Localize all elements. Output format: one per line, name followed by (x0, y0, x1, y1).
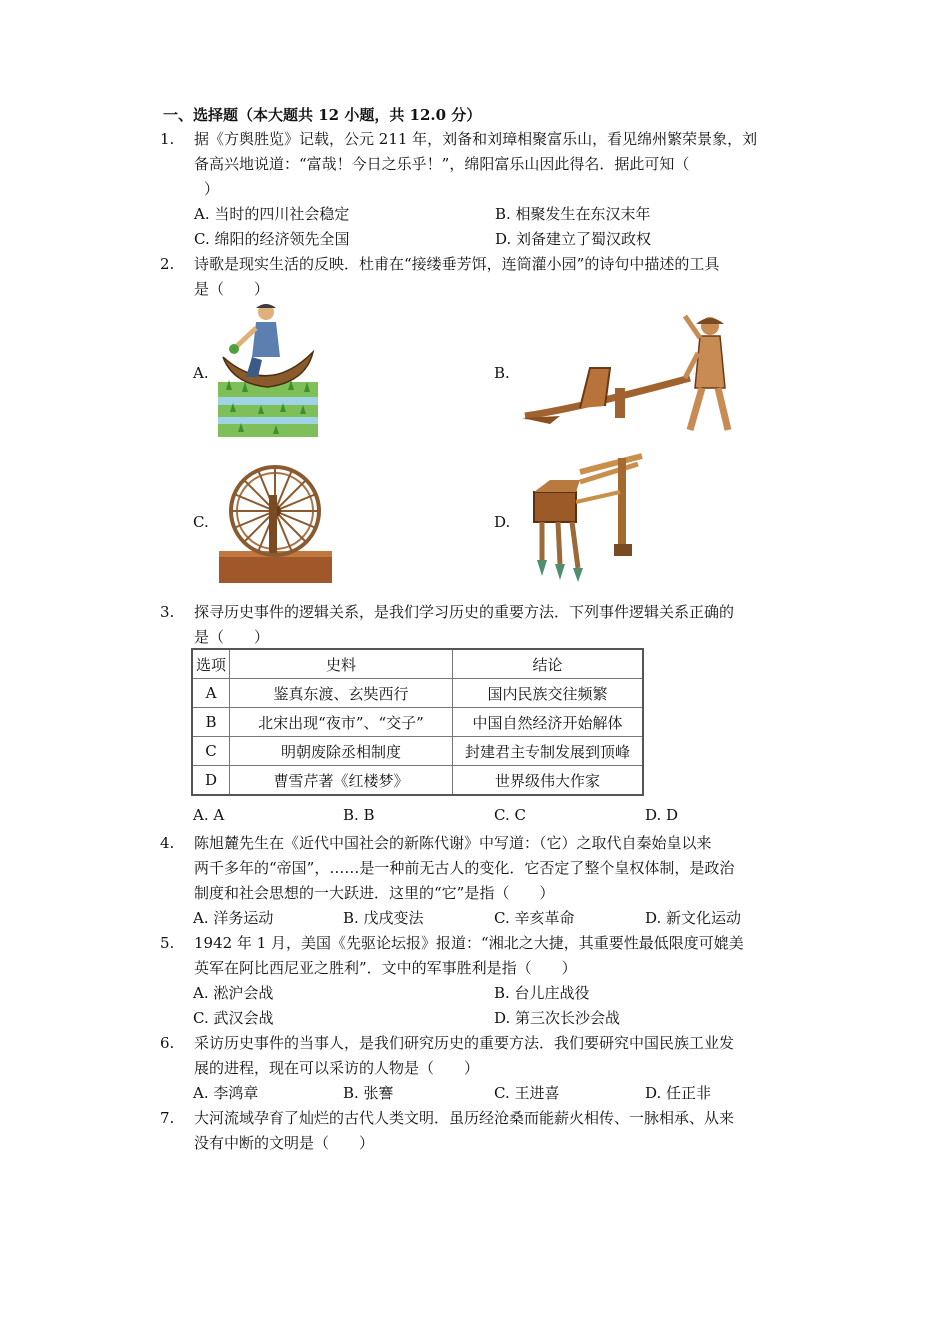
option-a[interactable]: A. 李鸿章 (193, 1084, 259, 1102)
rice-transplanter-image[interactable] (218, 302, 318, 437)
table-header-cell: 结论 (453, 649, 644, 679)
option-a[interactable]: A. 洋务运动 (193, 909, 274, 927)
option-d[interactable]: D. 任正非 (645, 1084, 712, 1102)
question-line: 1942 年 1 月，美国《先驱论坛报》报道：“湘北之大捷，其重要性最低限度可媲美 (194, 934, 744, 952)
question-line: 两千多年的“帝国”，……是一种前无古人的变化．它否定了整个皇权体制，是政治 (194, 859, 735, 877)
table-cell: 国内民族交往频繁 (453, 679, 644, 708)
question-line: 是（ ） (194, 628, 270, 646)
table-cell: 曹雪芹著《红楼梦》 (230, 766, 453, 796)
table-row (192, 766, 643, 796)
question-number: 2. (160, 255, 175, 273)
option-b[interactable]: B. 台儿庄战役 (494, 984, 590, 1002)
option-b[interactable]: B. 张謇 (343, 1084, 394, 1102)
question-number: 3. (160, 603, 175, 621)
table-cell: 封建君主专制发展到顶峰 (453, 737, 644, 766)
question-line: 没有中断的文明是（ ） (194, 1134, 375, 1152)
table-header-cell: 史料 (230, 649, 453, 679)
table-row (192, 679, 643, 708)
question-line: 探寻历史事件的逻辑关系，是我们学习历史的重要方法．下列事件逻辑关系正确的 (194, 603, 735, 621)
history-logic-table (191, 648, 644, 796)
question-number: 1. (160, 130, 175, 148)
table-header-row (192, 649, 643, 679)
question-number: 6. (160, 1034, 175, 1052)
option-a[interactable]: A. A (193, 806, 225, 824)
option-d[interactable]: D. D (645, 806, 679, 824)
option-c[interactable]: C. (193, 513, 209, 531)
table-cell: B (192, 708, 230, 737)
table-cell: C (192, 737, 230, 766)
question-number: 7. (160, 1109, 175, 1127)
question-line: 大河流域孕育了灿烂的古代人类文明．虽历经沧桑而能薪火相传、一脉相承、从来 (194, 1109, 735, 1127)
question-line: 制度和社会思想的一大跃进．这里的“它”是指（ ） (194, 884, 555, 902)
section-title: 一、选择题（本大题共 12 小题，共 12.0 分） (163, 106, 482, 124)
option-c[interactable]: C. 王进喜 (494, 1084, 560, 1102)
question-number: 5. (160, 934, 175, 952)
table-header-cell: 选项 (192, 649, 230, 679)
question-line: 英军在阿比西尼亚之胜利”．文中的军事胜利是指（ ） (194, 959, 577, 977)
question-line: 采访历史事件的当事人，是我们研究历史的重要方法．我们要研究中国民族工业发 (194, 1034, 735, 1052)
option-c[interactable]: C. 武汉会战 (193, 1009, 274, 1027)
option-a[interactable]: A. 淞沪会战 (193, 984, 274, 1002)
table-row (192, 737, 643, 766)
table-cell: 世界级伟大作家 (453, 766, 644, 796)
table-cell: 中国自然经济开始解体 (453, 708, 644, 737)
water-wheel-image[interactable] (219, 455, 332, 583)
question-line: 据《方舆胜览》记载，公元 211 年，刘备和刘璋相聚富乐山，看见绵州繁荣景象，刘 (194, 130, 758, 148)
table-cell: 北宋出现“夜市”、“交子” (230, 708, 453, 737)
option-b[interactable]: B. 相聚发生在东汉末年 (495, 205, 651, 223)
option-d[interactable]: D. 第三次长沙会战 (494, 1009, 621, 1027)
option-c[interactable]: C. C (494, 806, 526, 824)
option-d[interactable]: D. 新文化运动 (645, 909, 742, 927)
table-cell: 明朝废除丞相制度 (230, 737, 453, 766)
question-line: 展的进程，现在可以采访的人物是（ ） (194, 1059, 480, 1077)
table-row (192, 708, 643, 737)
table-cell: 鉴真东渡、玄奘西行 (230, 679, 453, 708)
option-d[interactable]: D. (494, 513, 511, 531)
option-b[interactable]: B. B (343, 806, 375, 824)
option-b[interactable]: B. (494, 364, 510, 382)
question-line: 陈旭麓先生在《近代中国社会的新陈代谢》中写道：（它）之取代自秦始皇以来 (194, 834, 712, 852)
table-cell: D (192, 766, 230, 796)
option-b[interactable]: B. 戊戌变法 (343, 909, 424, 927)
option-c[interactable]: C. 绵阳的经济领先全国 (194, 230, 350, 248)
option-a[interactable]: A. 当时的四川社会稳定 (194, 205, 350, 223)
question-line: ） (204, 180, 220, 198)
option-a[interactable]: A. (193, 364, 209, 382)
question-number: 4. (160, 834, 175, 852)
question-line: 是（ ） (194, 280, 270, 298)
option-d[interactable]: D. 刘备建立了蜀汉政权 (495, 230, 652, 248)
question-line: 诗歌是现实生活的反映．杜甫在“接缕垂芳饵，连筒灌小园”的诗句中描述的工具 (194, 255, 720, 273)
seed-drill-image[interactable] (520, 452, 648, 582)
option-c[interactable]: C. 辛亥革命 (494, 909, 575, 927)
plough-with-farmer-image[interactable] (520, 308, 735, 436)
table-cell: A (192, 679, 230, 708)
question-line: 备高兴地说道：“富哉！今日之乐乎！”，绵阳富乐山因此得名．据此可知（ (194, 155, 690, 173)
